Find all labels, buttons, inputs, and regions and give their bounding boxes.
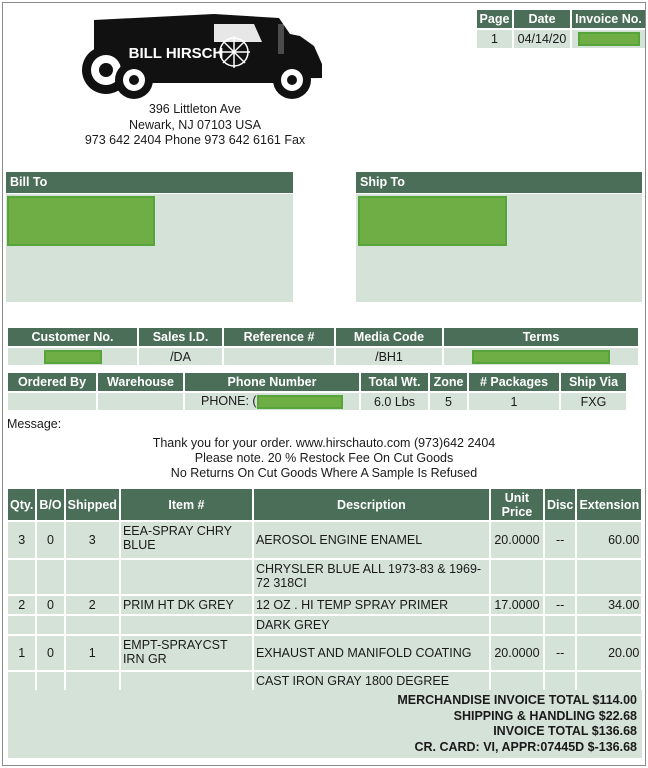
invoice-info-table bbox=[475, 8, 647, 50]
zone-value: 5 bbox=[430, 393, 467, 410]
packages-header: # Packages bbox=[469, 373, 559, 391]
redacted-block bbox=[578, 32, 640, 46]
extension-cell bbox=[577, 616, 641, 634]
extension-cell bbox=[577, 560, 641, 594]
bill-to-header: Bill To bbox=[6, 172, 293, 193]
redacted-block bbox=[257, 395, 343, 409]
table-row bbox=[8, 522, 641, 558]
warehouse-value bbox=[98, 393, 183, 410]
message-line-3: No Returns On Cut Goods Where A Sample Is Refused bbox=[170, 466, 478, 480]
zone-header: Zone bbox=[430, 373, 467, 391]
qty-cell bbox=[8, 616, 35, 634]
description-cell: AEROSOL ENGINE ENAMEL bbox=[254, 522, 489, 558]
unit-price-cell: 20.0000 bbox=[491, 522, 543, 558]
qty-cell bbox=[8, 560, 35, 594]
card-payment: CR. CARD: VI, APPR:07445D $-136.68 bbox=[414, 739, 637, 754]
phone-fax-line: 973 642 2404 Phone 973 642 6161 Fax bbox=[84, 133, 306, 147]
ship-to-box bbox=[356, 194, 642, 302]
invoice-no-header: Invoice No. bbox=[572, 10, 645, 28]
unit-price-header: Unit Price bbox=[491, 489, 543, 520]
bo-cell bbox=[37, 616, 63, 634]
item-cell: PRIM HT DK GREY bbox=[121, 596, 252, 614]
message-text bbox=[0, 436, 648, 481]
disc-cell: -- bbox=[545, 596, 575, 614]
bo-header: B/O bbox=[37, 489, 63, 520]
item-cell: EMPT-SPRAYCST IRN GR bbox=[121, 636, 252, 670]
qty-cell: 3 bbox=[8, 522, 35, 558]
customer-no-value bbox=[8, 348, 137, 365]
media-code-value: /BH1 bbox=[336, 348, 442, 365]
message-line-1: Thank you for your order. www.hirschauto.com (973)642 2404 bbox=[152, 436, 496, 450]
unit-price-cell: 20.0000 bbox=[491, 636, 543, 670]
bo-cell: 0 bbox=[37, 596, 63, 614]
unit-price-cell bbox=[491, 560, 543, 594]
qty-cell: 2 bbox=[8, 596, 35, 614]
item-cell: EEA-SPRAY CHRY BLUE bbox=[121, 522, 252, 558]
shipped-cell bbox=[66, 672, 119, 690]
extension-cell: 60.00 bbox=[577, 522, 641, 558]
shipped-cell bbox=[66, 616, 119, 634]
unit-price-cell: 17.0000 bbox=[491, 596, 543, 614]
invoice-total: INVOICE TOTAL $136.68 bbox=[493, 724, 637, 739]
phone-prefix: PHONE: ( bbox=[201, 394, 257, 409]
disc-cell bbox=[545, 672, 575, 690]
item-cell bbox=[121, 672, 252, 690]
company-logo bbox=[64, 12, 328, 100]
terms-header: Terms bbox=[444, 328, 638, 346]
disc-cell: -- bbox=[545, 636, 575, 670]
ordered-by-value bbox=[8, 393, 96, 410]
description-header: Description bbox=[254, 489, 489, 520]
redacted-block bbox=[44, 350, 102, 364]
shipped-cell: 1 bbox=[66, 636, 119, 670]
qty-cell bbox=[8, 672, 35, 690]
ordered-by-header: Ordered By bbox=[8, 373, 96, 391]
bo-cell bbox=[37, 672, 63, 690]
unit-price-cell bbox=[491, 672, 543, 690]
shipped-cell: 3 bbox=[66, 522, 119, 558]
extension-cell bbox=[577, 672, 641, 690]
line-items-table bbox=[6, 487, 643, 692]
reference-value bbox=[224, 348, 334, 365]
terms-value bbox=[444, 348, 638, 365]
redacted-block bbox=[472, 350, 610, 364]
shipping-handling: SHIPPING & HANDLING $22.68 bbox=[453, 708, 637, 723]
customer-no-header: Customer No. bbox=[8, 328, 137, 346]
packages-value: 1 bbox=[469, 393, 559, 410]
item-header: Item # bbox=[121, 489, 252, 520]
bo-cell: 0 bbox=[37, 522, 63, 558]
total-wt-header: Total Wt. bbox=[361, 373, 428, 391]
table-row bbox=[8, 560, 641, 594]
description-cell: CAST IRON GRAY 1800 DEGREE bbox=[254, 672, 489, 690]
ship-to-header: Ship To bbox=[356, 172, 642, 193]
extension-cell: 34.00 bbox=[577, 596, 641, 614]
address-line-1: 396 Littleton Ave bbox=[148, 102, 242, 116]
qty-cell: 1 bbox=[8, 636, 35, 670]
message-line-2: Please note. 20 % Restock Fee On Cut Goods bbox=[194, 451, 454, 465]
order-info-table-2 bbox=[6, 371, 628, 412]
reference-header: Reference # bbox=[224, 328, 334, 346]
disc-cell bbox=[545, 560, 575, 594]
total-wt-value: 6.0 Lbs bbox=[361, 393, 428, 410]
shipped-header: Shipped bbox=[66, 489, 119, 520]
shipped-cell: 2 bbox=[66, 596, 119, 614]
date-value: 04/14/20 bbox=[514, 30, 570, 48]
phone-number-header: Phone Number bbox=[185, 373, 359, 391]
table-row bbox=[8, 672, 641, 690]
warehouse-header: Warehouse bbox=[98, 373, 183, 391]
message-label: Message: bbox=[7, 417, 62, 431]
invoice-no-value bbox=[572, 30, 645, 48]
order-info-table-1 bbox=[6, 326, 640, 367]
sales-id-value: /DA bbox=[139, 348, 222, 365]
disc-cell: -- bbox=[545, 522, 575, 558]
date-header: Date bbox=[514, 10, 570, 28]
bo-cell bbox=[37, 560, 63, 594]
ship-via-header: Ship Via bbox=[561, 373, 626, 391]
table-row bbox=[8, 596, 641, 614]
media-code-header: Media Code bbox=[336, 328, 442, 346]
sales-id-header: Sales I.D. bbox=[139, 328, 222, 346]
bill-to-box bbox=[6, 194, 293, 302]
redacted-block bbox=[7, 196, 155, 246]
company-address bbox=[60, 102, 330, 149]
description-cell: EXHAUST AND MANIFOLD COATING bbox=[254, 636, 489, 670]
extension-cell: 20.00 bbox=[577, 636, 641, 670]
table-row bbox=[8, 636, 641, 670]
page-header: Page bbox=[477, 10, 512, 28]
invoice-totals bbox=[8, 690, 642, 758]
disc-header: Disc bbox=[545, 489, 575, 520]
phone-number-value bbox=[185, 393, 359, 410]
shipped-cell bbox=[66, 560, 119, 594]
logo-text: BILL HIRSCH bbox=[128, 45, 224, 62]
item-cell bbox=[121, 616, 252, 634]
table-row bbox=[8, 616, 641, 634]
redacted-block bbox=[358, 196, 507, 246]
disc-cell bbox=[545, 616, 575, 634]
bo-cell: 0 bbox=[37, 636, 63, 670]
description-cell: CHRYSLER BLUE ALL 1973-83 & 1969-72 318CI bbox=[254, 560, 489, 594]
description-cell: DARK GREY bbox=[254, 616, 489, 634]
address-line-2: Newark, NJ 07103 USA bbox=[128, 117, 261, 132]
description-cell: 12 OZ . HI TEMP SPRAY PRIMER bbox=[254, 596, 489, 614]
unit-price-cell bbox=[491, 616, 543, 634]
item-cell bbox=[121, 560, 252, 594]
page-value: 1 bbox=[477, 30, 512, 48]
ship-via-value: FXG bbox=[561, 393, 626, 410]
qty-header: Qty. bbox=[8, 489, 35, 520]
extension-header: Extension bbox=[577, 489, 641, 520]
merchandise-total: MERCHANDISE INVOICE TOTAL $114.00 bbox=[397, 693, 637, 707]
